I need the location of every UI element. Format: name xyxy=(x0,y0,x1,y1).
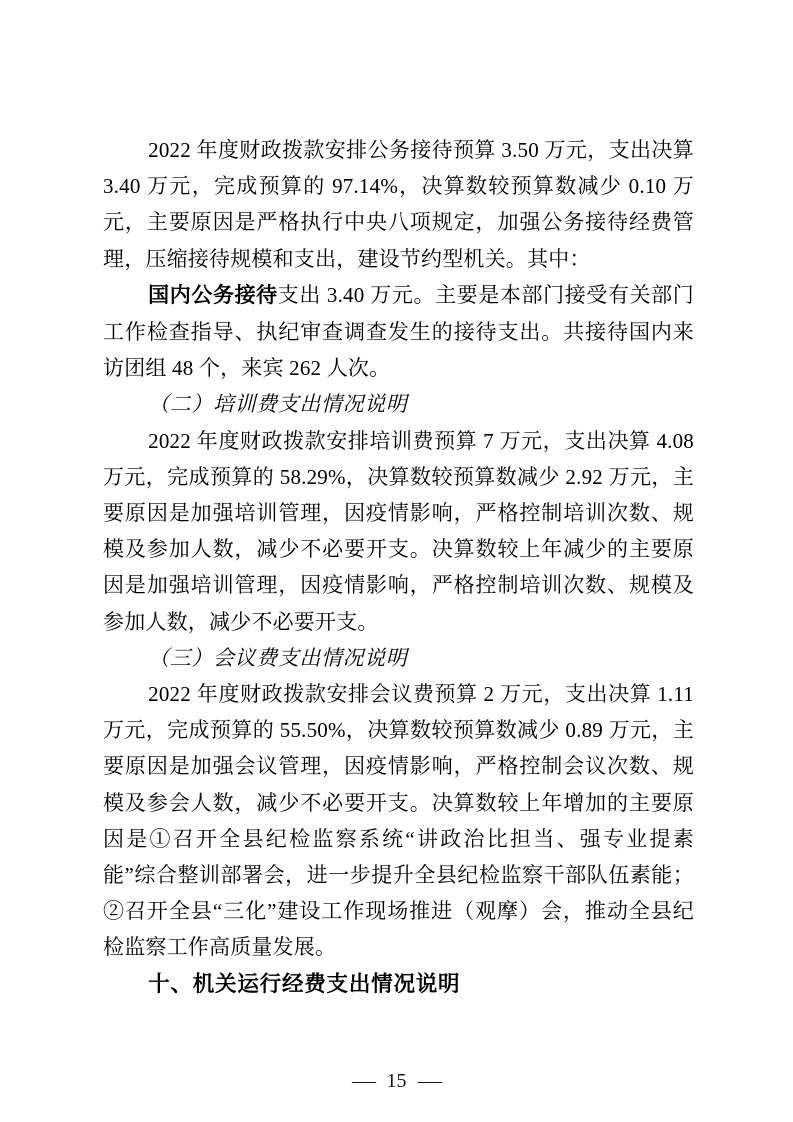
domestic-reception-bold-label: 国内公务接待 xyxy=(148,283,278,307)
subheading-training-fee: （二）培训费支出情况说明 xyxy=(148,392,408,417)
paragraph-domestic-reception xyxy=(103,277,694,387)
heading-agency-operating-expense: 十、机关运行经费支出情况说明 xyxy=(148,971,461,996)
paragraph-official-reception-summary: 2022 年度财政拨款安排公务接待预算 3.50 万元，支出决算 3.40 万元，完成预算的 97.14%，决算数较预算数减少 0.10 万元，主要原因是严格执行中央八项规定，加强公务接待经费管理，压缩接待规模和支出，建设节约型机关。其中： xyxy=(103,138,694,271)
document-body xyxy=(103,132,694,1002)
paragraph-meeting-fee: 2022 年度财政拨款安排会议费预算 2 万元，支出决算 1.11 万元，完成预算的 55.50%，决算数较预算数减少 0.89 万元，主要原因是加强会议管理，因疫情影响，严格控制会议次数、规模及参会人数，减少不必要开支。决算数较上年增加的主要原因是①召开全县纪检监察系统“讲政治比担当、强专业提素能”综合整训部署会，进一步提升全县纪检监察干部队伍素能；②召开全县“三化”建设工作现场推进（观摩）会，推动全县纪检监察工作高质量发展。 xyxy=(103,682,694,960)
domestic-reception-text: 支出 3.40 万元。主要是本部门接受有关部门工作检查指导、执纪审查调查发生的接待支出。共接待国内来访团组 48 个，来宾 262 人次。 xyxy=(103,282,694,381)
page-footer xyxy=(0,1068,793,1094)
footer-right-dash: — xyxy=(417,1070,442,1092)
page-number: 15 xyxy=(386,1070,407,1092)
footer-left-dash: — xyxy=(351,1070,376,1092)
paragraph-training-fee: 2022 年度财政拨款安排培训费预算 7 万元，支出决算 4.08 万元，完成预算的 58.29%，决算数较预算数减少 2.92 万元，主要原因是加强培训管理，因疫情影响，严格控制培训次数、规模及参加人数，减少不必要开支。决算数较上年减少的主要原因是加强培训管理，因疫情影响，严格控制培训次数、规模及参加人数，减少不必要开支。 xyxy=(103,428,694,634)
subheading-meeting-fee: （三）会议费支出情况说明 xyxy=(148,645,408,670)
